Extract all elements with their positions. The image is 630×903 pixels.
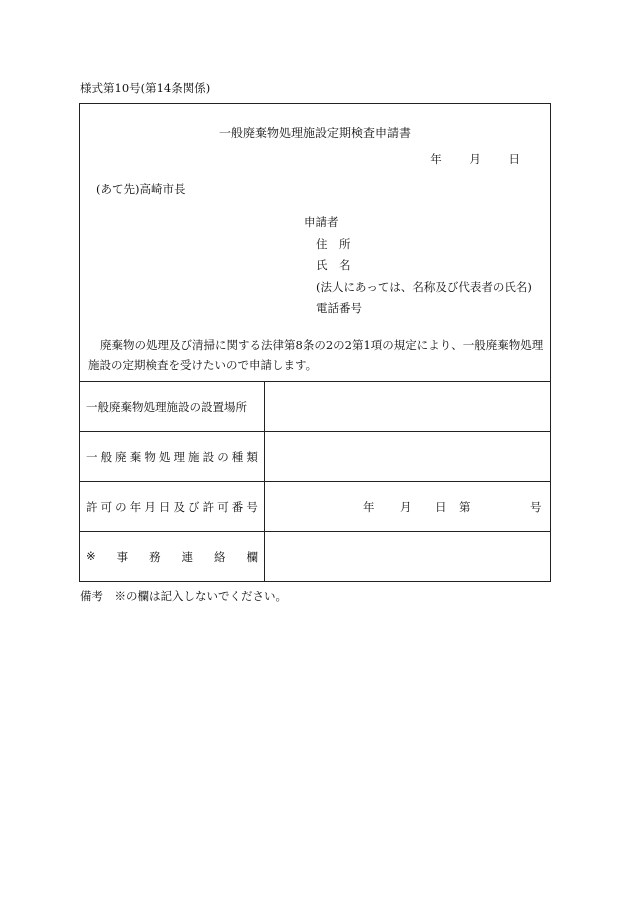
label-char: 可	[100, 499, 113, 514]
office-contact-field[interactable]	[265, 532, 551, 582]
facility-location-field[interactable]	[265, 382, 551, 432]
date-line	[406, 151, 520, 167]
corporate-note: (法人にあっては、名称及び代表者の氏名)	[316, 279, 532, 294]
label-char: 棄	[129, 449, 142, 464]
facility-location-label: 一般廃棄物処理施設の設置場所	[80, 382, 265, 432]
label-char: 一	[86, 449, 98, 464]
label-char: 理	[173, 449, 185, 464]
declaration-text: 廃棄物の処理及び清掃に関する法律第8条の2の2第1項の規定により、一般廃棄物処理施設の定期検査を受けたいので申請します。	[88, 338, 544, 372]
permit-day-label: 日	[435, 500, 447, 514]
label-char: 許	[86, 499, 98, 514]
label-char: 許	[202, 499, 215, 514]
table-row	[80, 382, 550, 432]
permit-year-label: 年	[363, 500, 375, 514]
label-char: 日	[158, 499, 171, 514]
info-table	[80, 381, 550, 581]
date-month-label: 月	[469, 152, 481, 166]
applicant-block	[304, 212, 532, 320]
label-char: 物	[144, 449, 156, 464]
label-char: の	[217, 449, 229, 464]
table-row	[80, 532, 550, 582]
label-char: 号	[246, 499, 258, 514]
label-char: び	[188, 499, 200, 514]
label-char: 番	[231, 499, 244, 514]
label-char: 類	[246, 449, 258, 464]
footnote: 備考 ※の欄は記入しないでください。	[80, 589, 287, 603]
addressee: (あて先)高崎市長	[96, 182, 186, 196]
permit-number-suffix: 号	[530, 500, 542, 514]
label-char: 月	[144, 499, 156, 514]
label-char: 処	[158, 449, 171, 464]
office-contact-label-text	[86, 549, 264, 565]
applicant-heading: 申請者	[304, 215, 339, 229]
label-char: 連	[181, 549, 194, 564]
date-day-label: 日	[508, 152, 520, 166]
application-form	[79, 103, 551, 582]
permit-date-number-label	[80, 482, 265, 532]
facility-type-field[interactable]	[265, 432, 551, 482]
facility-type-label-text	[86, 449, 264, 465]
label-char: 年	[129, 499, 142, 514]
facility-type-label	[80, 432, 265, 482]
form-number: 様式第10号(第14条関係)	[80, 81, 211, 95]
label-char: 設	[202, 449, 215, 464]
date-year-label: 年	[430, 152, 442, 166]
label-char: 可	[217, 499, 229, 514]
table-row	[80, 432, 550, 482]
phone-label: 電話番号	[316, 301, 362, 315]
label-char: 廃	[115, 449, 127, 464]
label-char: 施	[188, 449, 200, 464]
label-char: 及	[173, 499, 185, 514]
label-char: 務	[149, 549, 161, 564]
table-row	[80, 482, 550, 532]
label-char: ※	[86, 548, 96, 563]
label-char: の	[115, 499, 127, 514]
address-label: 住 所	[316, 236, 351, 251]
office-contact-label	[80, 532, 265, 582]
document-title: 一般廃棄物処理施設定期検査申請書	[218, 126, 411, 140]
label-char: 種	[231, 449, 244, 464]
permit-month-label: 月	[400, 500, 412, 514]
name-label: 氏 名	[316, 258, 351, 272]
label-char: 絡	[214, 549, 226, 564]
permit-date-number-field[interactable]	[265, 482, 551, 532]
permit-date-number-label-text	[86, 499, 264, 515]
permit-number-prefix: 第	[459, 500, 471, 514]
label-char: 欄	[246, 549, 258, 564]
label-char: 般	[100, 449, 113, 464]
label-char: 事	[116, 549, 129, 564]
